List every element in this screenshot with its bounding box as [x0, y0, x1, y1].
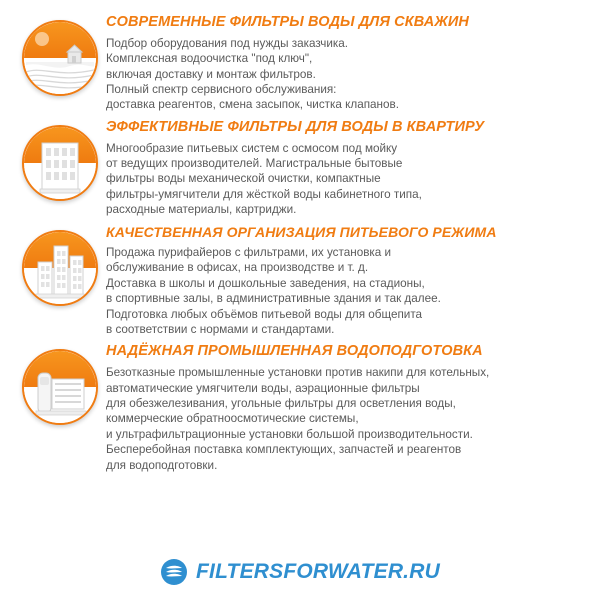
section-body [106, 141, 580, 218]
body-line: фильтры воды механической очистки, компактные [106, 172, 381, 186]
body-line: для водоподготовки. [106, 458, 218, 472]
body-line: Подготовка любых объёмов питьевой воды для общепита [106, 307, 423, 321]
industrial-filter-icon [22, 349, 98, 425]
body-line: от ведущих производителей. Магистральные бытовые [106, 156, 403, 170]
section-block [14, 224, 586, 338]
section-heading: КАЧЕСТВЕННАЯ ОРГАНИЗАЦИЯ ПИТЬЕВОГО РЕЖИМА [106, 223, 497, 240]
icon-column [14, 224, 106, 306]
section-body [106, 36, 580, 113]
body-line: Доставка в школы и дошкольные заведения, на стадионы, [106, 276, 425, 290]
section-body [106, 245, 580, 338]
section-heading: СОВРЕМЕННЫЕ ФИЛЬТРЫ ВОДЫ ДЛЯ СКВАЖИН [106, 14, 469, 30]
body-line: доставка реагентов, смена засыпок, чистка клапанов. [106, 98, 399, 112]
site-footer [0, 558, 600, 586]
body-line: в спортивные залы, в административные здания и так далее. [106, 292, 441, 306]
section-block [14, 119, 586, 218]
body-line: Безотказные промышленные установки против накипи для котельных, [106, 366, 490, 380]
body-line: автоматические умягчители воды, аэрационные фильтры [106, 381, 420, 395]
water-swirl-logo-icon [160, 558, 188, 586]
section-block [14, 14, 586, 113]
site-logo-text[interactable]: FILTERSFORWATER.RU [196, 560, 440, 583]
body-line: Полный спектр сервисного обслуживания: [106, 82, 337, 96]
icon-column [14, 343, 106, 425]
section-body [106, 365, 580, 473]
body-line: Комплексная водоочистка "под ключ", [106, 52, 313, 66]
icon-column [14, 14, 106, 96]
body-line: Бесперебойная поставка комплектующих, запчастей и реагентов [106, 443, 462, 457]
body-line: коммерческие обратноосмотические системы, [106, 412, 359, 426]
text-column [106, 224, 586, 338]
body-line: и ультрафильтрационные установки большой производительности. [106, 427, 473, 441]
section-heading: ЭФФЕКТИВНЫЕ ФИЛЬТРЫ ДЛЯ ВОДЫ В КВАРТИРУ [106, 118, 485, 135]
body-line: фильтры-умягчители для жёсткой воды кабинетного типа, [106, 187, 422, 201]
body-line: Подбор оборудования под нужды заказчика. [106, 36, 349, 50]
body-line: включая доставку и монтаж фильтров. [106, 67, 316, 81]
icon-column [14, 119, 106, 201]
apartment-building-icon [22, 125, 98, 201]
section-heading: НАДЁЖНАЯ ПРОМЫШЛЕННАЯ ВОДОПОДГОТОВКА [106, 343, 483, 360]
body-line: в соответствии с нормами и стандартами. [106, 323, 335, 336]
body-line: обслуживание в офисах, на производстве и т. д. [106, 261, 369, 275]
text-column [106, 343, 586, 473]
text-column [106, 14, 586, 113]
field-landscape-icon [22, 20, 98, 96]
body-line: расходные материалы, картриджи. [106, 203, 297, 217]
body-line: для обезжелезивания, угольные фильтры для осветления воды, [106, 396, 456, 410]
text-column [106, 119, 586, 218]
body-line: Продажа пурифайеров с фильтрами, их установка и [106, 245, 392, 259]
section-block [14, 343, 586, 473]
city-towers-icon [22, 230, 98, 306]
body-line: Многообразие питьевых систем с осмосом под мойку [106, 141, 398, 155]
